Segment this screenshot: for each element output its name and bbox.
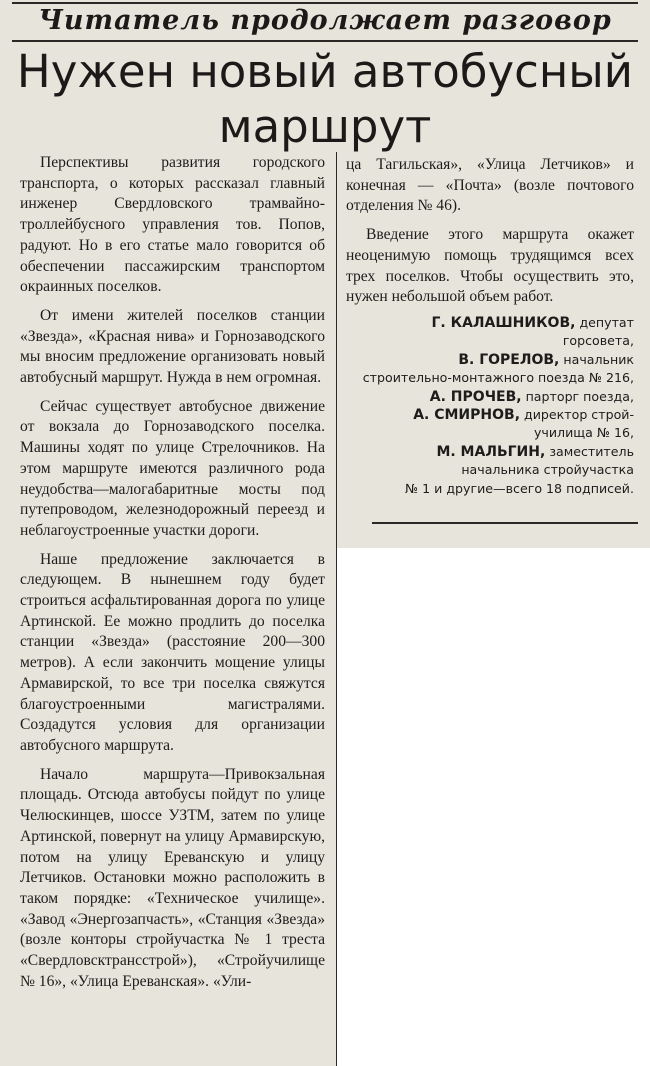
signer-role: директор строй- bbox=[524, 406, 634, 422]
signer-name: М. МАЛЬГИН, bbox=[436, 443, 546, 460]
paragraph: Введение этого маршрута окажет неоценимую помощь трудящимся всех трех поселков. Чтобы осуществить это, нужен небольшой объем работ. bbox=[346, 226, 634, 306]
signer-role: парторг поезда, bbox=[525, 388, 634, 404]
signature-end-rule bbox=[372, 522, 638, 524]
signer-name: Г. КАЛАШНИКОВ, bbox=[431, 314, 576, 331]
article-headline bbox=[0, 44, 650, 154]
rubric-rule bbox=[12, 40, 638, 42]
paragraph: Начало маршрута—Привокзальная площадь. Отсюда автобусы пойдут по улице Челюскинцев, шоссе УЗТМ, затем по улице Артинской, повернут на улицу Армавирскую, потом на улицу Ереванскую и улицу Летчиков. Остановки можно расположить в таком порядке: «Техническое училище». «Завод «Энергозапчасть», «Станция «Звезда» (возле конторы стройучастка № 1 треста «Свердловсктрансстрой»), «Стройучилище № 16», «Улица Ереванская». «Ули- bbox=[20, 765, 325, 990]
signature-line bbox=[346, 388, 634, 406]
signer-role: депутат bbox=[579, 314, 634, 330]
signer-role: строительно-монтажного поезда № 216, bbox=[362, 370, 634, 386]
signer-role: заместитель bbox=[549, 443, 634, 459]
paragraph: Сейчас существует автобусное движение от вокзала до Горнозаводского поселка. Машины ходят по улице Стрелочников. На этом маршруте имеются различного рода неудобства—малогабаритные мосты под путепроводом, железнодорожный переезд и неблагоустроенные участки дороги. bbox=[20, 397, 325, 539]
paragraph: Перспективы развития городского транспорта, о которых рассказал главный инженер Свердловского трамвайно-троллейбусного управления тов. Попов, радуют. Но в его статье мало говорится об обеспечении пассажирским транспортом окраинных поселков. bbox=[20, 154, 325, 296]
headline-line-2: маршрут bbox=[218, 100, 432, 153]
paragraph: Наше предложение заключается в следующем. В нынешнем году будет строиться асфальтированная дорога по улице Артинской. Ее можно продлить до поселка станции «Звезда» (расстояние 200—300 метров). А если закончить мощение улицы Армавирской, то все три поселка свяжутся благоустроенными магистралями. Создадутся условия для организации автобусного маршрута. bbox=[20, 550, 325, 754]
signer-role: горсовета, bbox=[562, 333, 634, 349]
signature-line bbox=[346, 443, 634, 461]
column-divider bbox=[336, 152, 337, 1066]
signature-line bbox=[346, 314, 634, 332]
signer-role: начальник bbox=[563, 351, 634, 367]
signatures bbox=[346, 314, 634, 498]
signer-role: училища № 16, bbox=[533, 425, 634, 441]
blank-area bbox=[337, 548, 650, 1066]
right-column bbox=[346, 155, 634, 498]
signer-name: А. СМИРНОВ, bbox=[413, 406, 521, 423]
signer-name: В. ГОРЕЛОВ, bbox=[458, 351, 560, 368]
signer-role: начальника стройучастка bbox=[461, 462, 634, 478]
signature-line bbox=[346, 406, 634, 424]
paragraph: От имени жителей поселков станции «Звезда», «Красная нива» и Горнозаводского мы вносим предложение организовать новый автобусный маршрут. Нужда в нем огромная. bbox=[20, 306, 325, 387]
headline-line-1: Нужен новый автобусный bbox=[16, 45, 634, 98]
signer-role: № 1 и другие—всего 18 подписей. bbox=[405, 480, 634, 496]
paragraph: ца Тагильская», «Улица Летчиков» и конечная — «Почта» (возле почтового отделения № 46). bbox=[346, 156, 634, 215]
signature-line bbox=[346, 351, 634, 369]
section-rubric: Читатель продолжает разговор bbox=[38, 5, 612, 36]
left-column bbox=[20, 153, 325, 992]
signer-name: А. ПРОЧЕВ, bbox=[429, 388, 522, 405]
